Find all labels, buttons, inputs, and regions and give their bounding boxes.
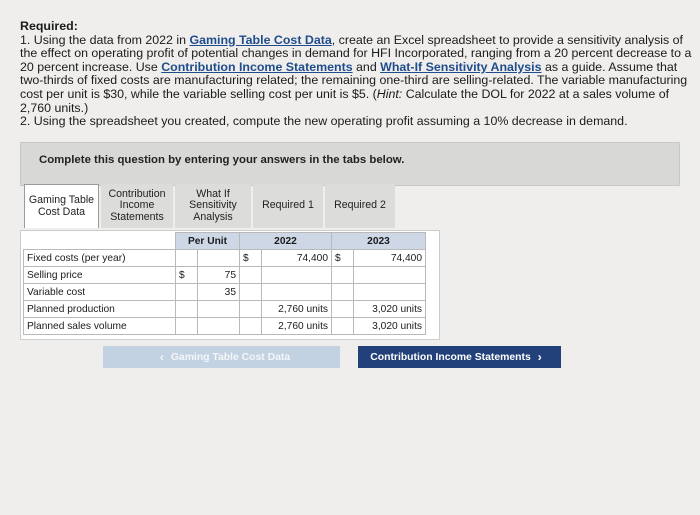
row-label: Planned sales volume <box>24 318 176 335</box>
cell-currency: $ <box>176 267 198 284</box>
cell-currency <box>240 318 262 335</box>
chevron-right-icon: › <box>537 350 542 364</box>
cell-value: 74,400 <box>262 250 332 267</box>
table-row <box>24 301 426 318</box>
prev-tab-label: Gaming Table Cost Data <box>170 351 291 363</box>
cell-currency <box>176 284 198 301</box>
table-header-row <box>24 233 426 250</box>
table-row <box>24 267 426 284</box>
cell-value <box>198 250 240 267</box>
cell-currency <box>240 267 262 284</box>
table-row <box>24 284 426 301</box>
header-per-unit: Per Unit <box>176 233 240 250</box>
cell-value: 2,760 units <box>262 301 332 318</box>
row-label: Selling price <box>24 267 176 284</box>
cell-currency <box>240 301 262 318</box>
cell-currency <box>176 301 198 318</box>
cell-currency: $ <box>332 250 354 267</box>
link-what-if-sensitivity-analysis[interactable]: What-If Sensitivity Analysis <box>380 59 542 74</box>
cell-currency <box>176 250 198 267</box>
cell-value: 2,760 units <box>262 318 332 335</box>
requirement-1 <box>20 34 695 116</box>
cell-value <box>354 284 426 301</box>
next-tab-label: Contribution Income Statements <box>370 351 531 363</box>
instruction-text: Complete this question by entering your answers in the tabs below. <box>39 154 405 166</box>
next-tab-button[interactable] <box>358 346 561 368</box>
prev-tab-button[interactable] <box>103 346 340 368</box>
cost-data-table <box>23 232 426 335</box>
cell-value <box>262 267 332 284</box>
cell-value: 3,020 units <box>354 318 426 335</box>
requirement-2: 2. Using the spreadsheet you created, compute the new operating profit assuming a 10% decrease in demand. <box>20 114 628 129</box>
cell-currency <box>332 301 354 318</box>
chevron-left-icon: ‹ <box>159 350 164 364</box>
header-blank <box>24 233 176 250</box>
req1-text-b: , create an Excel spreadsheet to provide a sensitivity analysis of the effect on operating profit of potential changes in demand for HFI Incorporated, ranging from a 20 percent decrease to a 20 percent increase. Use <box>20 32 692 74</box>
table-row <box>24 318 426 335</box>
cell-currency <box>332 284 354 301</box>
instruction-banner <box>20 142 680 186</box>
cell-value <box>198 318 240 335</box>
tab-required-1[interactable]: Required 1 <box>253 184 323 228</box>
header-2022: 2022 <box>240 233 332 250</box>
row-label: Planned production <box>24 301 176 318</box>
row-label: Fixed costs (per year) <box>24 250 176 267</box>
cell-currency <box>332 267 354 284</box>
header-2023: 2023 <box>332 233 426 250</box>
cell-value <box>354 267 426 284</box>
req1-text-e: Calculate the DOL for 2022 at a sales volume of 2,760 units.) <box>20 86 670 115</box>
tab-contribution-income-statements[interactable]: Contribution Income Statements <box>101 184 173 228</box>
req1-text-d: as a guide. Assume that two-thirds of fixed costs are manufacturing related; the remaining one-third are selling-related. The variable manufacturing cost per unit is $30, while the variable selling cost per unit is $5. ( <box>20 59 688 101</box>
link-contribution-income-statements[interactable]: Contribution Income Statements <box>161 59 353 74</box>
hint-label: Hint: <box>376 86 403 101</box>
cell-currency <box>332 318 354 335</box>
cell-currency <box>240 284 262 301</box>
table-row <box>24 250 426 267</box>
cell-currency: $ <box>240 250 262 267</box>
tab-required-2[interactable]: Required 2 <box>325 184 395 228</box>
req1-text-c: and <box>352 59 381 74</box>
cell-value: 35 <box>198 284 240 301</box>
cell-value <box>198 301 240 318</box>
row-label: Variable cost <box>24 284 176 301</box>
requirements-text <box>20 20 695 129</box>
required-heading: Required: <box>20 19 78 33</box>
link-gaming-table-cost-data[interactable]: Gaming Table Cost Data <box>189 32 332 47</box>
req1-text-a: 1. Using the data from 2022 in <box>20 32 190 47</box>
cell-value: 74,400 <box>354 250 426 267</box>
cell-value: 75 <box>198 267 240 284</box>
cell-value: 3,020 units <box>354 301 426 318</box>
tab-what-if-sensitivity-analysis[interactable]: What If Sensitivity Analysis <box>175 184 251 228</box>
cell-currency <box>176 318 198 335</box>
tab-gaming-table-cost-data[interactable]: Gaming Table Cost Data <box>24 184 99 228</box>
cell-value <box>262 284 332 301</box>
